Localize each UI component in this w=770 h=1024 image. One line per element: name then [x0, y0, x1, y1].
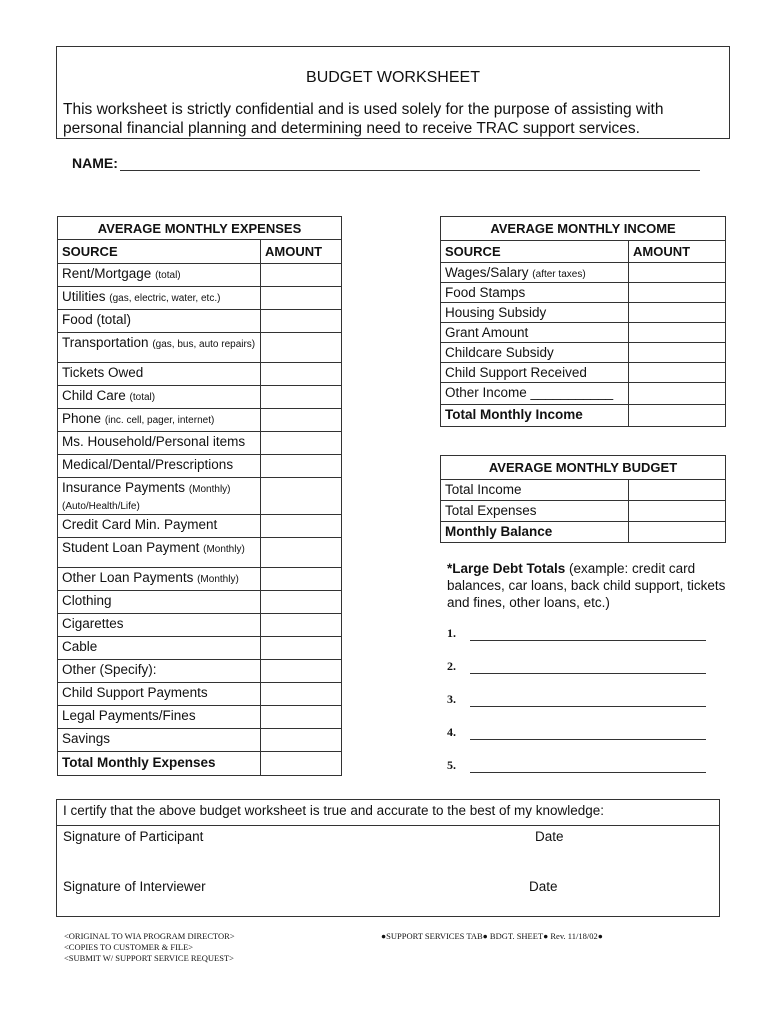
large-debt-heading: *Large Debt Totals: [447, 561, 566, 576]
expenses-source-label: Cable: [62, 639, 98, 654]
name-field[interactable]: [72, 155, 700, 171]
expenses-source-cell: [58, 614, 261, 637]
income-source-label: Other Income ___________: [445, 385, 614, 400]
income-amount-header: AMOUNT: [629, 241, 726, 263]
expenses-source-cell: [58, 538, 261, 568]
income-amount-cell[interactable]: [629, 303, 726, 323]
expenses-source-label: Legal Payments/Fines: [62, 708, 196, 723]
footer-routing: [64, 931, 235, 964]
large-debt-description: (example: credit card balances, car loans, back child support, tickets and fines, other loans, etc.): [447, 561, 726, 610]
total-income-label: Total Monthly Income: [441, 405, 629, 427]
expenses-row: [58, 729, 342, 752]
income-source-header: SOURCE: [441, 241, 629, 263]
income-source-cell: [441, 263, 629, 283]
interviewer-date-label: Date: [529, 879, 558, 894]
debt-blank[interactable]: [470, 661, 706, 674]
large-debt-note: [447, 560, 727, 611]
debt-blank[interactable]: [470, 727, 706, 740]
income-row: [441, 303, 726, 323]
expenses-source-header: SOURCE: [58, 240, 261, 264]
expenses-source-note: (Monthly): [197, 574, 239, 585]
expenses-amount-cell[interactable]: [261, 515, 342, 538]
participant-signature-label: Signature of Participant: [63, 829, 204, 844]
expenses-source-label: Insurance Payments: [62, 480, 186, 495]
expenses-source-label: Child Support Payments: [62, 685, 208, 700]
expenses-source-cell: [58, 264, 261, 287]
expenses-source-cell: [58, 409, 261, 432]
header-box: [56, 46, 730, 139]
income-source-label: Child Support Received: [445, 365, 587, 380]
expenses-source-cell: [58, 386, 261, 409]
page-title: BUDGET WORKSHEET: [306, 69, 480, 86]
expenses-row: [58, 538, 342, 568]
expenses-source-cell: [58, 478, 261, 515]
expenses-row: [58, 455, 342, 478]
budget-total-income-label: Total Income: [441, 480, 629, 501]
expenses-row: [58, 333, 342, 363]
certification-divider: [57, 825, 719, 826]
income-source-label: Food Stamps: [445, 285, 526, 300]
income-source-cell: [441, 283, 629, 303]
expenses-row: [58, 683, 342, 706]
expenses-amount-cell[interactable]: [261, 538, 342, 568]
expenses-amount-cell[interactable]: [261, 729, 342, 752]
expenses-amount-cell[interactable]: [261, 386, 342, 409]
income-source-label: Childcare Subsidy: [445, 345, 554, 360]
income-table: [440, 216, 726, 427]
debt-line[interactable]: [447, 626, 706, 641]
income-source-cell: [441, 343, 629, 363]
total-expenses-amount[interactable]: [261, 752, 342, 776]
expenses-amount-cell[interactable]: [261, 409, 342, 432]
expenses-amount-cell[interactable]: [261, 614, 342, 637]
income-amount-cell[interactable]: [629, 263, 726, 283]
name-label: NAME:: [72, 155, 118, 171]
expenses-amount-cell[interactable]: [261, 432, 342, 455]
expenses-row: [58, 264, 342, 287]
footer-line: <ORIGINAL TO WIA PROGRAM DIRECTOR>: [64, 931, 235, 941]
budget-table: [440, 455, 726, 543]
income-caption: AVERAGE MONTHLY INCOME: [441, 217, 726, 241]
debt-line[interactable]: [447, 659, 706, 674]
debt-blank[interactable]: [470, 760, 706, 773]
expenses-row: [58, 310, 342, 333]
certification-box: [56, 799, 720, 917]
expenses-source-label: Credit Card Min. Payment: [62, 517, 218, 532]
expenses-source-note: (Monthly): [203, 544, 245, 555]
debt-number: 1.: [447, 626, 456, 640]
expenses-source-label: Food (total): [62, 312, 132, 327]
total-expenses-label: Total Monthly Expenses: [58, 752, 261, 776]
expenses-source-cell: [58, 729, 261, 752]
expenses-source-note: (total): [155, 270, 181, 281]
expenses-source-cell: [58, 333, 261, 363]
expenses-source-note: (inc. cell, pager, internet): [104, 415, 215, 426]
expenses-amount-cell[interactable]: [261, 333, 342, 363]
expenses-source-label: Other Loan Payments: [62, 570, 194, 585]
expenses-row: [58, 478, 342, 515]
expenses-row: [58, 660, 342, 683]
total-income-amount[interactable]: [629, 405, 726, 427]
expenses-source-label: Rent/Mortgage: [62, 266, 152, 281]
expenses-row: [58, 637, 342, 660]
debt-number: 2.: [447, 659, 456, 673]
monthly-balance-amount[interactable]: [629, 522, 726, 543]
income-source-label: Housing Subsidy: [445, 305, 547, 320]
participant-date-label: Date: [535, 829, 564, 844]
expenses-row: [58, 409, 342, 432]
expenses-source-label: Child Care: [62, 388, 126, 403]
expenses-source-label: Student Loan Payment: [62, 540, 200, 555]
expenses-source-label: Utilities: [62, 289, 106, 304]
debt-line[interactable]: [447, 758, 706, 773]
expenses-source-cell: [58, 660, 261, 683]
expenses-amount-cell[interactable]: [261, 683, 342, 706]
expenses-row: [58, 591, 342, 614]
expenses-source-label: Phone: [62, 411, 102, 426]
footer-line: <COPIES TO CUSTOMER & FILE>: [64, 942, 194, 952]
confidentiality-notice: This worksheet is strictly confidential and is used solely for the purpose of assisting with personal financial planning and determining need to receive TRAC support services.: [63, 101, 664, 137]
certification-statement: I certify that the above budget worksheet is true and accurate to the best of my knowledge:: [63, 803, 605, 818]
expenses-table: [57, 216, 342, 776]
expenses-amount-cell[interactable]: [261, 455, 342, 478]
expenses-amount-cell[interactable]: [261, 287, 342, 310]
expenses-source-note: (gas, electric, water, etc.): [109, 293, 221, 304]
budget-total-income-amount[interactable]: [629, 480, 726, 501]
expenses-source-cell: [58, 287, 261, 310]
expenses-amount-cell[interactable]: [261, 637, 342, 660]
expenses-amount-cell[interactable]: [261, 706, 342, 729]
expenses-source-label: Cigarettes: [62, 616, 124, 631]
expenses-amount-cell[interactable]: [261, 568, 342, 591]
expenses-source-note: (Monthly) (Auto/Health/Life): [62, 484, 231, 512]
expenses-source-cell: [58, 310, 261, 333]
budget-total-expenses-label: Total Expenses: [441, 501, 629, 522]
income-row: [441, 383, 726, 405]
income-source-cell: [441, 383, 629, 405]
expenses-source-cell: [58, 455, 261, 478]
income-source-label: Wages/Salary: [445, 265, 529, 280]
expenses-source-note: (gas, bus, auto repairs): [152, 339, 256, 350]
debt-number: 4.: [447, 725, 456, 739]
name-blank[interactable]: [120, 156, 700, 171]
debt-line[interactable]: [447, 725, 706, 740]
debt-number: 3.: [447, 692, 456, 706]
expenses-source-label: Tickets Owed: [62, 365, 144, 380]
monthly-balance-label: Monthly Balance: [441, 522, 629, 543]
expenses-amount-header: AMOUNT: [261, 240, 342, 264]
expenses-source-label: Other (Specify):: [62, 662, 157, 677]
income-source-cell: [441, 363, 629, 383]
debt-blank[interactable]: [470, 628, 706, 641]
expenses-source-label: Clothing: [62, 593, 112, 608]
expenses-amount-cell[interactable]: [261, 363, 342, 386]
expenses-amount-cell[interactable]: [261, 660, 342, 683]
budget-total-expenses-amount[interactable]: [629, 501, 726, 522]
income-amount-cell[interactable]: [629, 283, 726, 303]
expenses-amount-cell[interactable]: [261, 264, 342, 287]
income-source-label: Grant Amount: [445, 325, 529, 340]
expenses-row: [58, 614, 342, 637]
expenses-row: [58, 515, 342, 538]
debt-blank[interactable]: [470, 694, 706, 707]
income-source-note: (after taxes): [532, 269, 586, 280]
expenses-row: [58, 386, 342, 409]
expenses-source-cell: [58, 637, 261, 660]
income-source-cell: [441, 303, 629, 323]
expenses-source-cell: [58, 568, 261, 591]
income-amount-cell[interactable]: [629, 363, 726, 383]
expenses-row: [58, 568, 342, 591]
expenses-source-cell: [58, 363, 261, 386]
expenses-source-cell: [58, 591, 261, 614]
interviewer-signature-label: Signature of Interviewer: [63, 879, 206, 894]
expenses-source-label: Transportation: [62, 335, 149, 350]
footer-line: <SUBMIT W/ SUPPORT SERVICE REQUEST>: [64, 953, 234, 963]
expenses-row: [58, 706, 342, 729]
income-row: [441, 363, 726, 383]
expenses-row: [58, 363, 342, 386]
expenses-row: [58, 432, 342, 455]
expenses-source-cell: [58, 515, 261, 538]
expenses-source-label: Savings: [62, 731, 111, 746]
income-row: [441, 263, 726, 283]
expenses-source-cell: [58, 432, 261, 455]
budget-caption: AVERAGE MONTHLY BUDGET: [441, 456, 726, 480]
income-row: [441, 343, 726, 363]
expenses-source-cell: [58, 683, 261, 706]
expenses-source-cell: [58, 706, 261, 729]
income-amount-cell[interactable]: [629, 323, 726, 343]
income-source-cell: [441, 323, 629, 343]
expenses-amount-cell[interactable]: [261, 310, 342, 333]
expenses-amount-cell[interactable]: [261, 591, 342, 614]
expenses-source-label: Medical/Dental/Prescriptions: [62, 457, 234, 472]
debt-line[interactable]: [447, 692, 706, 707]
income-amount-cell[interactable]: [629, 343, 726, 363]
income-row: [441, 323, 726, 343]
expenses-source-label: Ms. Household/Personal items: [62, 434, 246, 449]
expenses-source-note: (total): [129, 392, 156, 403]
income-amount-cell[interactable]: [629, 383, 726, 405]
debt-number: 5.: [447, 758, 456, 772]
expenses-row: [58, 287, 342, 310]
income-row: [441, 283, 726, 303]
expenses-amount-cell[interactable]: [261, 478, 342, 515]
footer-form-id: ●SUPPORT SERVICES TAB● BDGT. SHEET● Rev. 11/18/02●: [381, 931, 603, 941]
expenses-caption: AVERAGE MONTHLY EXPENSES: [58, 217, 342, 240]
